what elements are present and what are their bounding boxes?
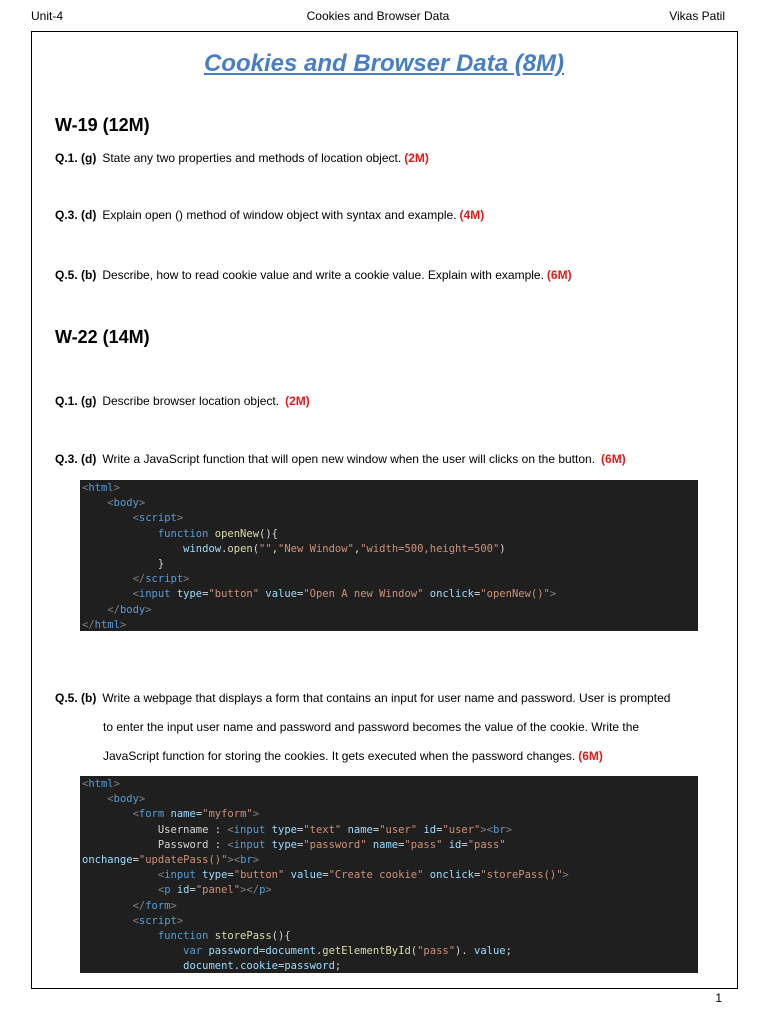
code-line	[82, 883, 698, 898]
code-token: =	[474, 869, 481, 882]
code-token: =	[398, 838, 405, 851]
code-line	[82, 792, 698, 807]
code-token: .	[315, 945, 323, 958]
code-token: =	[195, 808, 203, 821]
code-token: id	[176, 884, 190, 897]
code-line	[82, 929, 698, 944]
code-token: value	[265, 588, 297, 601]
code-token: Username :	[82, 823, 228, 836]
code-token: </	[107, 603, 120, 616]
code-token: ;	[334, 960, 342, 973]
code-token: password	[208, 945, 260, 958]
code-token: =	[189, 884, 196, 897]
code-token: >	[119, 618, 127, 631]
code-token: p	[259, 884, 266, 897]
code-token: <	[132, 588, 139, 601]
code-line	[82, 959, 698, 973]
code-token: (	[252, 542, 260, 555]
code-token: =	[322, 869, 329, 882]
code-token: input	[164, 869, 203, 882]
code-token: >	[176, 914, 184, 927]
section-heading-w22: W-22 (14M)	[55, 327, 150, 347]
code-token: >	[183, 573, 190, 586]
code-token: name	[170, 808, 196, 821]
code-token: )	[499, 542, 506, 555]
code-token: =	[132, 853, 139, 866]
code-token: "user"	[379, 823, 424, 836]
code-token: input	[138, 588, 177, 601]
question-marks: (6M)	[578, 749, 603, 763]
code-token: =	[296, 588, 304, 601]
code-line	[82, 603, 698, 618]
code-token: form	[145, 899, 171, 912]
code-token	[82, 884, 158, 896]
code-line	[82, 914, 698, 929]
code-token: "Create cookie"	[328, 869, 430, 882]
question-marks: (6M)	[546, 268, 572, 282]
code-token: onclick	[429, 588, 475, 601]
code-token: form	[138, 808, 171, 821]
code-token: =	[296, 838, 304, 851]
code-token: type	[271, 838, 297, 851]
code-line	[82, 481, 698, 496]
question-w22-q5	[55, 691, 670, 705]
code-token: <	[107, 497, 114, 510]
code-token: >	[113, 482, 120, 494]
code-token: "user"	[442, 823, 481, 836]
code-token: >	[170, 899, 177, 912]
code-line	[82, 823, 698, 838]
code-token: value	[474, 945, 506, 958]
code-line	[82, 899, 698, 914]
code-token: openNew	[214, 527, 260, 540]
question-w22-q1	[55, 394, 310, 408]
code-token	[82, 960, 183, 972]
code-token: >	[252, 808, 260, 821]
code-token: ).	[455, 945, 475, 958]
code-token: "Open A new Window"	[303, 588, 430, 601]
code-token: =	[227, 869, 234, 882]
code-token: id	[448, 838, 462, 851]
code-line	[82, 557, 698, 572]
code-token	[82, 573, 133, 585]
code-token	[82, 512, 133, 524]
code-token: type	[176, 588, 203, 601]
code-token: <	[157, 884, 165, 897]
code-token: "pass"	[467, 838, 506, 851]
code-token: <	[157, 869, 165, 882]
header-author: Vikas Patil	[669, 9, 725, 23]
code-token: "panel"	[195, 884, 241, 897]
header-topic: Cookies and Browser Data	[306, 9, 450, 23]
question-text: Describe browser location object.	[102, 394, 280, 408]
question-number: Q.3. (d)	[55, 452, 97, 466]
code-token: >	[176, 512, 184, 525]
code-token: ;	[505, 945, 512, 958]
code-token: getElementById	[322, 945, 411, 958]
code-token: ,	[353, 542, 361, 555]
question-text: State any two properties and methods of location object.	[102, 151, 402, 165]
code-token: html	[88, 778, 114, 790]
code-token: name	[372, 838, 399, 851]
code-token: "text"	[303, 823, 348, 836]
code-token: >	[505, 823, 513, 836]
question-w19-q5	[55, 268, 572, 282]
code-token: Password :	[82, 838, 228, 851]
section-heading-w19: W-19 (12M)	[55, 115, 150, 135]
question-number: Q.3. (d)	[55, 208, 97, 222]
code-line	[82, 496, 698, 511]
code-token: "myform"	[202, 808, 253, 821]
code-token: storePass	[214, 929, 272, 942]
code-token: "openNew()"	[480, 588, 550, 601]
code-token: html	[94, 618, 120, 631]
code-token: "pass"	[417, 945, 456, 958]
code-token	[82, 604, 107, 616]
code-token: cookie	[240, 960, 278, 973]
code-line	[82, 527, 698, 542]
code-token: >	[265, 884, 272, 897]
code-token	[82, 869, 158, 881]
code-token: open	[227, 542, 253, 555]
code-token: type	[271, 823, 297, 836]
code-token	[82, 793, 107, 805]
code-line	[82, 777, 698, 792]
code-token	[82, 900, 133, 912]
page-number: 1	[715, 991, 722, 1005]
code-token: =	[474, 588, 481, 601]
code-token: type	[202, 869, 228, 882]
code-token: >	[562, 869, 569, 882]
code-block-cookie-form	[80, 776, 698, 973]
code-line	[82, 853, 698, 868]
code-line	[82, 868, 698, 883]
header-unit: Unit-4	[31, 9, 64, 23]
page-header	[31, 9, 725, 27]
code-token: document	[183, 960, 234, 973]
code-token: <	[132, 512, 139, 525]
code-token: =	[202, 588, 209, 601]
code-token: script	[145, 573, 184, 586]
code-token: "password"	[303, 838, 373, 851]
code-token: onchange	[82, 853, 133, 866]
code-token: >	[145, 603, 152, 616]
code-line	[82, 511, 698, 526]
code-token: function	[157, 527, 215, 540]
code-line	[82, 944, 698, 959]
code-token: script	[138, 512, 177, 525]
code-line	[82, 618, 698, 631]
code-token: <	[132, 808, 139, 821]
code-token	[82, 945, 183, 957]
code-token: body	[119, 603, 146, 616]
code-token: "updatePass()"	[138, 853, 228, 866]
code-token: "width=500,height=500"	[360, 542, 500, 555]
question-w19-q1	[55, 151, 429, 165]
code-token: "New Window"	[278, 542, 354, 555]
code-token: input	[233, 838, 272, 851]
question-number: Q.5. (b)	[55, 268, 97, 282]
code-line	[82, 587, 698, 602]
code-token: }	[82, 557, 165, 570]
code-token: body	[113, 497, 139, 510]
code-token: p	[164, 884, 177, 897]
code-token: ><	[480, 823, 494, 836]
code-token: =	[296, 823, 304, 836]
question-text: Write a JavaScript function that will open new window when the user will clicks on the button.	[102, 452, 596, 466]
code-token: >	[252, 853, 260, 866]
code-token: </	[132, 899, 146, 912]
code-line	[82, 838, 698, 853]
code-token: (){	[259, 527, 278, 540]
question-w22-q5-line3	[103, 749, 603, 763]
code-token: <	[107, 793, 114, 806]
code-token: .	[233, 960, 241, 973]
code-token: <	[227, 823, 234, 836]
code-token: (){	[271, 929, 291, 942]
code-token: password	[284, 960, 335, 973]
code-token: var	[183, 945, 209, 958]
code-token: </	[132, 573, 146, 586]
question-w22-q5-line2: to enter the input user name and password and password becomes the value of the cookie. Write the	[103, 720, 640, 734]
page-title: Cookies and Browser Data (8M)	[203, 50, 565, 77]
code-token: ></	[240, 884, 260, 897]
question-number: Q.5. (b)	[55, 691, 97, 705]
code-line	[82, 542, 698, 557]
code-token: =	[461, 838, 468, 851]
code-token: ,	[271, 542, 279, 555]
code-token	[82, 588, 133, 600]
code-token: id	[423, 823, 437, 836]
code-token: =	[278, 960, 285, 973]
question-text: Describe, how to read cookie value and write a cookie value. Explain with example.	[102, 268, 544, 282]
code-line	[82, 807, 698, 822]
code-token	[82, 808, 133, 820]
code-token	[82, 497, 107, 509]
code-token: "pass"	[404, 838, 449, 851]
code-block-open-window	[80, 480, 698, 631]
question-marks: (2M)	[404, 151, 429, 165]
code-token: <	[82, 778, 89, 790]
code-token	[82, 543, 183, 555]
code-token: </	[82, 618, 95, 631]
code-token: br	[493, 823, 506, 836]
code-token: value	[290, 869, 323, 882]
question-text: JavaScript function for storing the cookies. It gets executed when the password changes.	[103, 749, 576, 763]
question-text: Explain open () method of window object with syntax and example.	[102, 208, 457, 222]
question-number: Q.1. (g)	[55, 151, 97, 165]
code-token: "button"	[208, 588, 266, 601]
code-token: window	[183, 542, 222, 555]
code-token: .	[221, 542, 228, 555]
question-marks: (4M)	[459, 208, 485, 222]
code-token: ><	[227, 853, 241, 866]
code-token: script	[138, 914, 177, 927]
code-token: "button"	[233, 869, 291, 882]
question-text: Write a webpage that displays a form that contains an input for user name and password. User is prompted	[102, 691, 671, 705]
code-token: ""	[259, 542, 272, 555]
code-token: onclick	[429, 869, 475, 882]
code-token: =	[259, 945, 266, 958]
code-token: =	[372, 823, 380, 836]
code-line	[82, 572, 698, 587]
code-token: >	[138, 497, 146, 510]
code-token: html	[88, 482, 114, 494]
code-token: >	[549, 588, 557, 601]
code-token: >	[113, 778, 120, 790]
code-token: (	[410, 945, 418, 958]
code-token: function	[157, 929, 215, 942]
question-number: Q.1. (g)	[55, 394, 97, 408]
question-w22-q3	[55, 452, 626, 466]
code-token: <	[82, 482, 89, 494]
code-token: "storePass()"	[480, 869, 563, 882]
code-token: body	[113, 793, 139, 806]
code-token: document	[265, 945, 316, 958]
code-token	[82, 915, 133, 927]
code-token	[82, 930, 158, 942]
question-marks: (6M)	[601, 452, 626, 466]
code-token: <	[132, 914, 139, 927]
code-token: <	[227, 838, 234, 851]
code-token: >	[138, 793, 146, 806]
code-token: name	[347, 823, 373, 836]
question-w19-q3	[55, 208, 484, 222]
code-token	[82, 528, 158, 540]
code-token: br	[240, 853, 253, 866]
question-marks: (2M)	[285, 394, 310, 408]
code-token: =	[436, 823, 443, 836]
code-token: input	[233, 823, 272, 836]
